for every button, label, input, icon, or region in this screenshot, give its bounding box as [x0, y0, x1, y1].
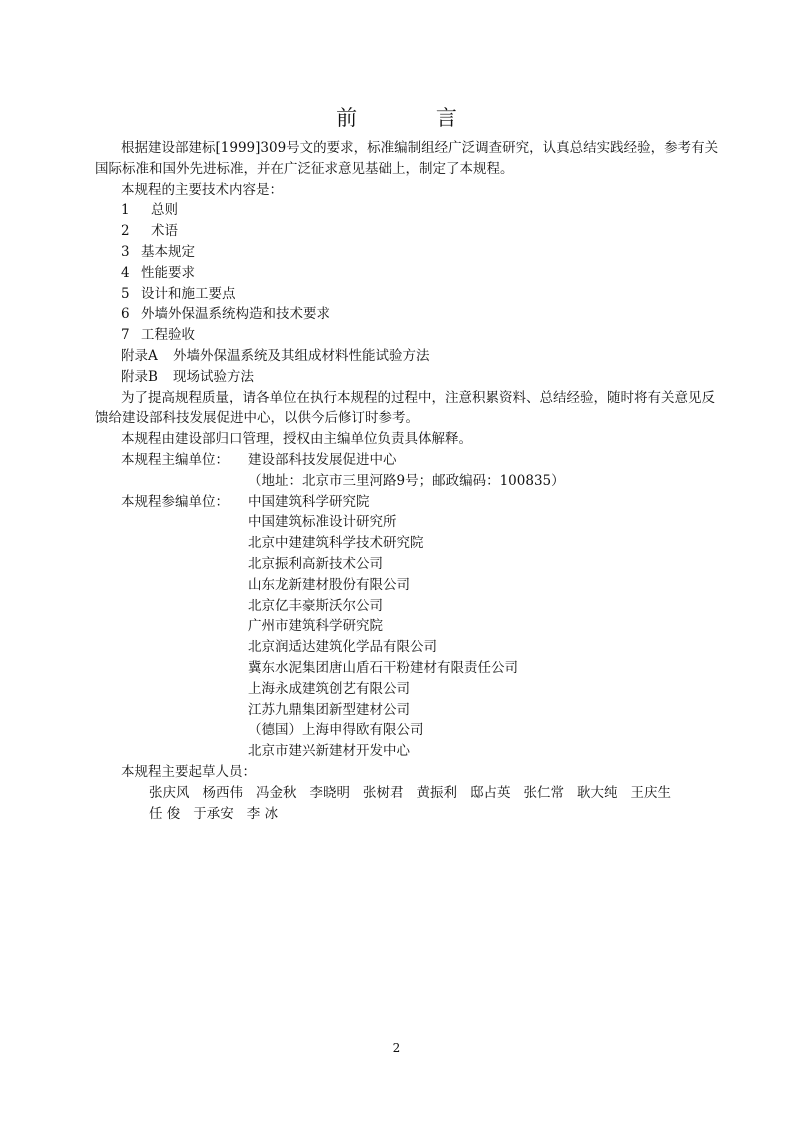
participant-unit: 北京润适达建筑化学品有限公司 [248, 639, 437, 656]
contents-item-text: 基本规定 [141, 243, 195, 260]
participant-unit: 北京振利高新技术公司 [248, 555, 383, 572]
contents-item-text: 总则 [151, 202, 178, 219]
page-number: 2 [392, 1041, 401, 1055]
contents-item [121, 221, 721, 242]
contents-item-number: 4 [121, 264, 130, 281]
chief-editor-address: （地址：北京市三里河路9号；邮政编码：100835） [248, 472, 565, 489]
participant-unit: 北京中建建筑科学技术研究院 [248, 535, 424, 552]
participant-unit: 北京亿丰豪斯沃尔公司 [248, 597, 383, 614]
contents-item [121, 242, 721, 263]
drafters-line [121, 804, 721, 825]
drafter-name: 耿大纯 [577, 784, 618, 801]
contents-item-number: 5 [121, 285, 130, 302]
participant-unit: 江苏九鼎集团新型建材公司 [248, 701, 410, 718]
contents-item-number: 3 [121, 243, 130, 260]
participant-unit: 上海永成建筑创艺有限公司 [248, 680, 410, 697]
feedback-paragraph: 为了提高规程质量，请各单位在执行本规程的过程中，注意积累资料、总结经验，随时将有关意见反馈给建设部科技发展促进中心，以供今后修订时参考。 [95, 389, 715, 427]
contents-item-number: 6 [121, 306, 130, 323]
chief-editor-label: 本规程主编单位： [121, 451, 229, 468]
drafter-name: 于承安 [193, 805, 234, 822]
intro-paragraph: 根据建设部建标[1999]309号文的要求，标准编制组经广泛调查研究，认真总结实践经验，参考有关国际标准和国外先进标准，并在广泛征求意见基础上，制定了本规程。 [95, 140, 719, 177]
drafter-name: 黄振利 [416, 784, 457, 801]
participant-unit: 中国建筑标准设计研究所 [248, 514, 397, 531]
drafter-name: 邸占英 [470, 784, 511, 801]
drafter-name: 张庆风 [149, 784, 190, 801]
appendix-item [121, 367, 721, 388]
contents-item-number: 1 [121, 202, 130, 219]
contents-item [121, 325, 721, 346]
participant-unit: 北京市建兴新建材开发中心 [248, 743, 410, 760]
appendix-number: 附录A [121, 347, 158, 364]
participant-unit: 中国建筑科学研究院 [248, 493, 370, 510]
participant-unit: 山东龙新建材股份有限公司 [248, 576, 410, 593]
participant-unit: 冀东水泥集团唐山盾石干粉建材有限责任公司 [248, 659, 518, 676]
drafter-name: 冯金秋 [256, 784, 297, 801]
drafter-name: 李 冰 [246, 805, 279, 822]
appendix-text: 现场试验方法 [173, 368, 254, 385]
drafter-name: 任 俊 [149, 805, 181, 822]
contents-item-text: 工程验收 [141, 327, 195, 344]
appendix-text: 外墙外保温系统及其组成材料性能试验方法 [173, 347, 430, 364]
management-statement: 本规程由建设部归口管理，授权由主编单位负责具体解释。 [121, 431, 472, 448]
appendix-number: 附录B [121, 368, 158, 385]
participants-row [121, 492, 721, 513]
drafters-line [121, 783, 721, 804]
contents-item-number: 7 [121, 327, 130, 344]
drafter-name: 王庆生 [630, 784, 671, 801]
drafter-name: 杨西伟 [202, 784, 243, 801]
page-title: 前 言 [336, 106, 493, 130]
contents-item-text: 性能要求 [141, 264, 195, 281]
participant-unit: （德国）上海申得欧有限公司 [248, 722, 424, 739]
chief-editor-name: 建设部科技发展促进中心 [248, 451, 397, 468]
contents-item [121, 200, 721, 221]
participant-unit: 广州市建筑科学研究院 [248, 618, 383, 635]
drafter-name: 李晓明 [309, 784, 350, 801]
contents-item-text: 外墙外保温系统构造和技术要求 [141, 306, 330, 323]
drafter-name: 张仁常 [523, 784, 564, 801]
contents-item [121, 304, 721, 325]
contents-item-text: 设计和施工要点 [141, 285, 236, 302]
contents-item [121, 263, 721, 284]
appendix-item [121, 346, 721, 367]
contents-item-text: 术语 [151, 223, 178, 240]
participants-label: 本规程参编单位： [121, 493, 229, 510]
drafter-name: 张树君 [363, 784, 404, 801]
contents-heading: 本规程的主要技术内容是： [121, 181, 283, 198]
contents-item [121, 284, 721, 305]
chief-editor-row [121, 450, 721, 471]
content-body [95, 138, 721, 824]
contents-item-number: 2 [121, 223, 130, 240]
drafters-label: 本规程主要起草人员： [121, 763, 256, 780]
